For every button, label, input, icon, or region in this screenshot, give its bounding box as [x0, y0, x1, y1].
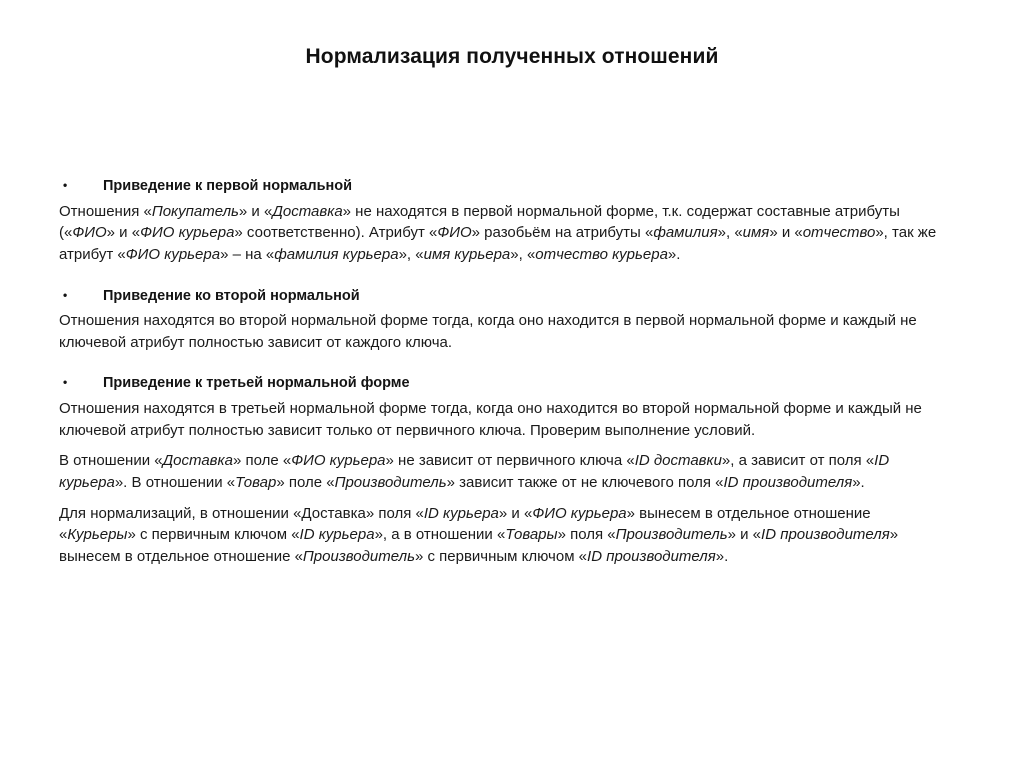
italic-term: Производитель: [334, 474, 447, 491]
bullet-icon: •: [63, 287, 68, 302]
text-run: » и «: [106, 224, 141, 242]
text-run: Отношения «: [59, 202, 152, 220]
text-run: » с первичным ключом «: [414, 547, 588, 565]
page-title: Нормализация полученных отношений: [305, 45, 719, 68]
italic-term: ID производителя: [587, 547, 716, 565]
text-run: ».: [852, 474, 865, 491]
italic-term: отчество: [802, 224, 876, 242]
text-run: » поле «: [276, 474, 335, 491]
italic-term: Курьеры: [67, 526, 128, 544]
text-run: » поля «: [557, 526, 616, 544]
text-run: », так же атрибут «: [59, 224, 937, 263]
italic-term: фамилия: [653, 224, 718, 242]
italic-term: Товар: [235, 474, 277, 491]
section-heading-label: Приведение ко второй нормальной: [103, 287, 360, 304]
text-run: Отношения находятся в третьей нормальной форме тогда, когда оно находится во второй нормальной форме и каждый не ключевой атрибут полностью зависит только от первичного ключа. Проверим выполнение условий.: [59, 400, 922, 439]
text-run: », а зависит от поля «: [721, 452, 875, 470]
italic-term: Производитель: [615, 526, 728, 544]
text-run: » вынесем в отдельное отношение «: [59, 504, 871, 544]
paragraph: [59, 310, 939, 353]
italic-term: ID курьера: [299, 526, 375, 544]
text-run: » соответственно). Атрибут «: [234, 224, 438, 242]
italic-term: ID доставки: [634, 452, 722, 470]
italic-term: Товары: [505, 526, 558, 544]
text-run: » – на «: [220, 245, 275, 263]
section-heading-label: Приведение к первой нормальной: [103, 178, 353, 194]
text-run: ».: [715, 547, 729, 565]
text-run: » не находятся в первой нормальной форме, т.к. содержат составные атрибуты («: [59, 202, 900, 242]
section-second-normal-form: [59, 286, 943, 354]
text-run: » с первичным ключом «: [127, 526, 300, 544]
italic-term: имя: [742, 224, 770, 242]
italic-term: ФИО курьера: [291, 452, 386, 470]
text-run: » и «: [498, 504, 533, 522]
text-run: ».: [667, 245, 681, 263]
italic-term: ФИО: [437, 224, 472, 242]
text-run: Отношения находятся во второй нормальной форме тогда, когда оно находится в первой нормальной форме и каждый не ключевой атрибут полностью зависит от каждого ключа.: [59, 312, 917, 351]
section-first-normal-form: [59, 176, 943, 266]
italic-term: ID курьера: [59, 452, 890, 491]
italic-term: фамилия курьера: [274, 245, 399, 263]
italic-term: ФИО курьера: [140, 224, 235, 242]
italic-term: ФИО курьера: [532, 504, 627, 522]
italic-term: Доставка: [162, 452, 233, 470]
slide-body: [59, 176, 943, 567]
text-run: » поле «: [232, 452, 292, 470]
text-run: » разобьём на атрибуты «: [471, 224, 654, 242]
section-heading-label: Приведение к третьей нормальной форме: [103, 375, 410, 392]
text-run: », «: [717, 224, 743, 242]
paragraph: [59, 398, 939, 441]
italic-term: Покупатель: [151, 202, 239, 220]
paragraph: [59, 503, 939, 568]
bullet-icon: •: [63, 178, 68, 192]
italic-term: отчество курьера: [535, 245, 668, 263]
italic-term: ID курьера: [423, 504, 499, 522]
text-run: » не зависит от первичного ключа «: [385, 452, 635, 470]
section-heading-third-normal-form: [59, 373, 943, 395]
italic-term: ID производителя: [761, 526, 890, 544]
section-third-normal-form: [59, 373, 943, 567]
text-run: Для нормализаций, в отношении «Доставка» поля «: [59, 504, 424, 522]
text-run: В отношении «: [59, 452, 163, 470]
text-run: » и «: [769, 224, 803, 242]
paragraph: [59, 201, 939, 266]
italic-term: Производитель: [302, 547, 415, 565]
section-heading-first-normal-form: [59, 176, 943, 198]
italic-term: ФИО курьера: [125, 245, 221, 263]
italic-term: ФИО: [72, 224, 107, 242]
bullet-icon: •: [63, 375, 68, 390]
text-run: » и «: [238, 202, 273, 220]
text-run: », а в отношении «: [374, 526, 506, 544]
italic-term: имя курьера: [423, 245, 511, 263]
text-run: » вынесем в отдельное отношение «: [59, 526, 899, 565]
text-run: », «: [398, 245, 424, 263]
text-run: », «: [510, 245, 536, 263]
text-run: » и «: [727, 526, 762, 544]
text-run: ». В отношении «: [114, 474, 236, 491]
section-heading-second-normal-form: [59, 286, 943, 308]
italic-term: Доставка: [272, 202, 343, 220]
text-run: » зависит также от не ключевого поля «: [446, 474, 724, 491]
italic-term: ID производителя: [723, 474, 853, 491]
paragraph: [59, 450, 939, 493]
